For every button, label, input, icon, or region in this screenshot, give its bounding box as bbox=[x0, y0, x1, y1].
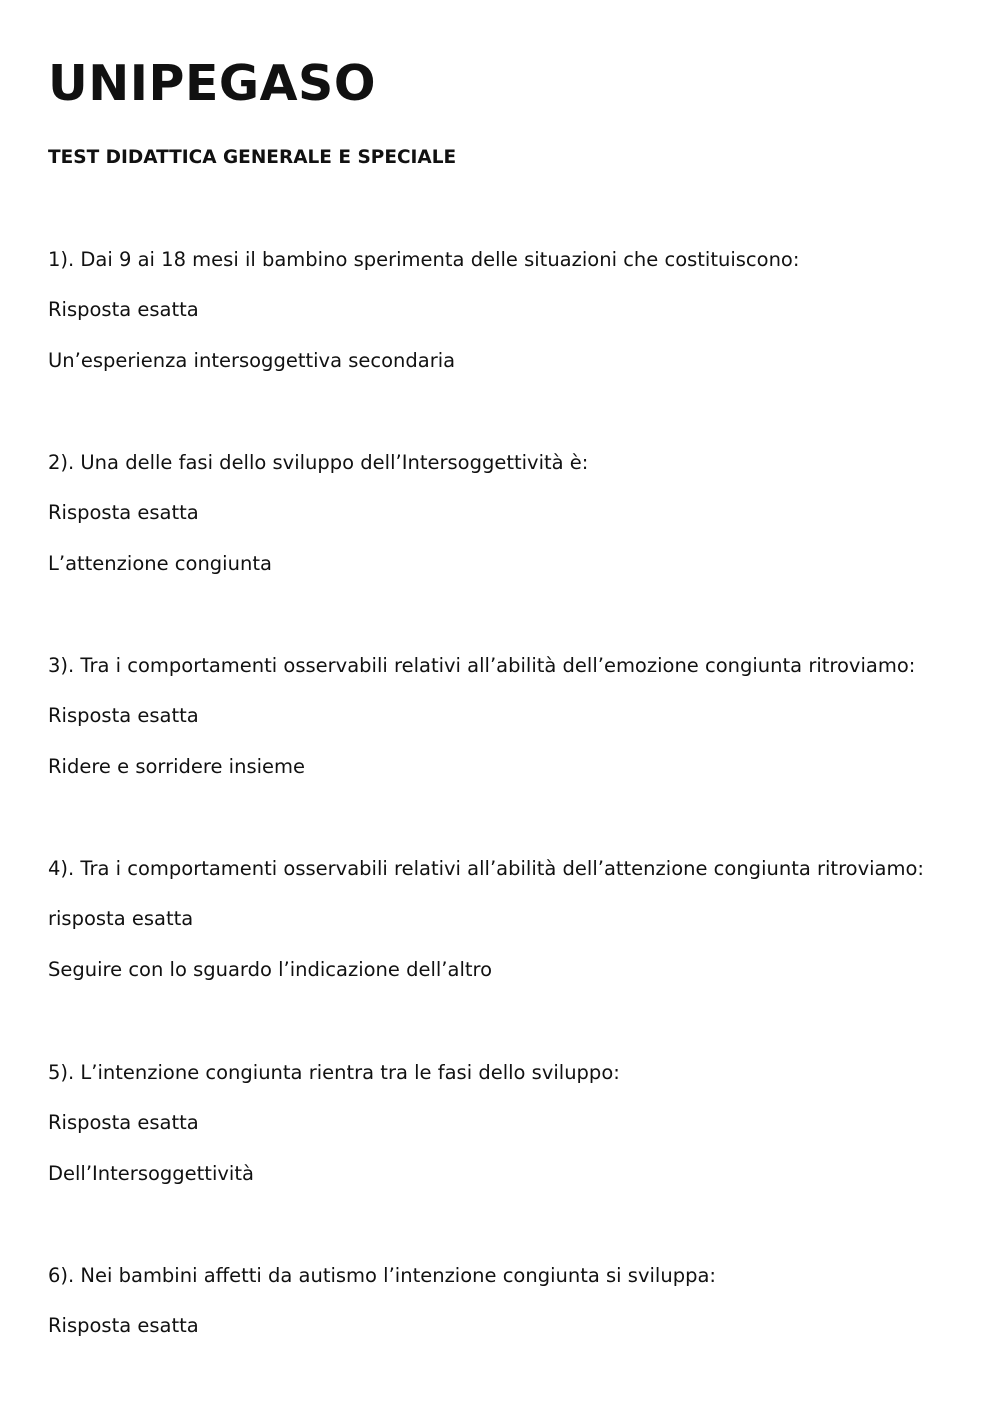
answer-label: Risposta esatta bbox=[48, 298, 199, 321]
answer-label: Risposta esatta bbox=[48, 1111, 199, 1134]
answer-label: risposta esatta bbox=[48, 907, 194, 930]
question-text: 3). Tra i comportamenti osservabili relativi all’abilità dell’emozione congiunta ritroviamo: bbox=[48, 654, 916, 677]
answer-text: L’attenzione congiunta bbox=[48, 552, 272, 575]
answer-label: Risposta esatta bbox=[48, 1314, 199, 1337]
answer-label: Risposta esatta bbox=[48, 704, 199, 727]
answer-label: Risposta esatta bbox=[48, 501, 199, 524]
document-title: UNIPEGASO bbox=[48, 55, 377, 112]
question-text: 1). Dai 9 ai 18 mesi il bambino sperimenta delle situazioni che costituiscono: bbox=[48, 248, 800, 271]
answer-text: Ridere e sorridere insieme bbox=[48, 755, 306, 778]
answer-text: Seguire con lo sguardo l’indicazione dell’altro bbox=[48, 958, 493, 981]
question-text: 5). L’intenzione congiunta rientra tra le fasi dello sviluppo: bbox=[48, 1061, 620, 1084]
answer-text: Un’esperienza intersoggettiva secondaria bbox=[48, 349, 456, 372]
question-text: 2). Una delle fasi dello sviluppo dell’Intersoggettività è: bbox=[48, 451, 589, 474]
document-subtitle: TEST DIDATTICA GENERALE E SPECIALE bbox=[48, 147, 457, 168]
question-text: 4). Tra i comportamenti osservabili relativi all’abilità dell’attenzione congiunta ritroviamo: bbox=[48, 857, 924, 880]
answer-text: Dell’Intersoggettività bbox=[48, 1162, 254, 1185]
question-text: 6). Nei bambini affetti da autismo l’intenzione congiunta si sviluppa: bbox=[48, 1264, 716, 1287]
